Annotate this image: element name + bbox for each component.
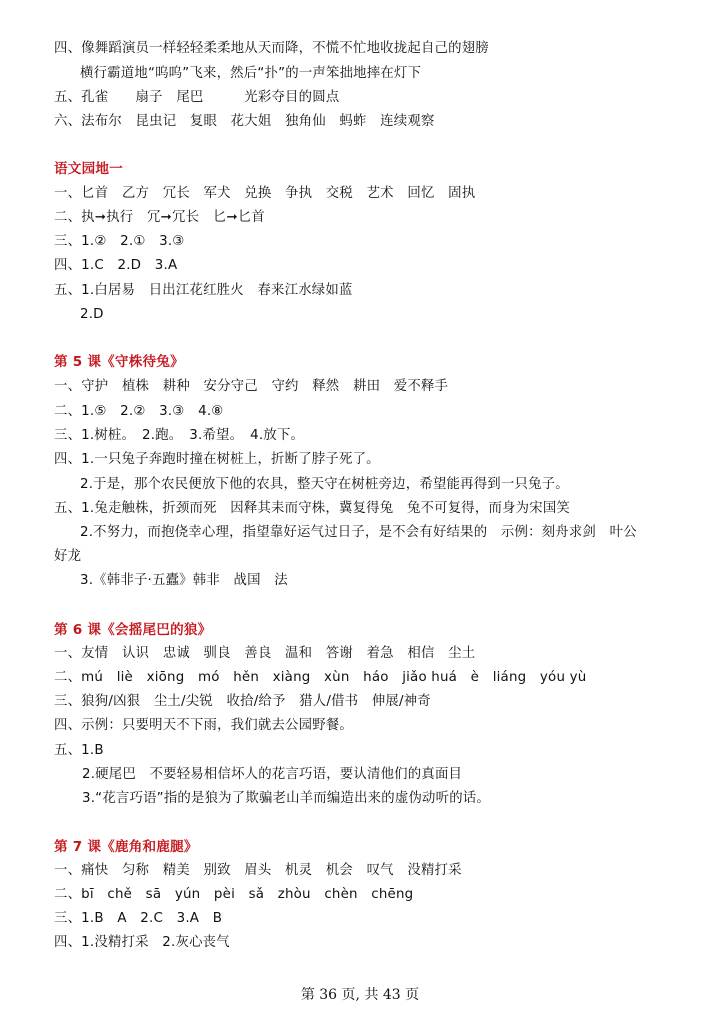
answer-line: 2.硬尾巴 不要轻易相信坏人的花言巧语，要认清他们的真面目 <box>82 767 463 782</box>
answer-line: 四、1.没精打采 2.灰心丧气 <box>54 935 230 950</box>
answer-line: 三、1.树桩。 2.跑。 3.希望。 4.放下。 <box>54 428 305 443</box>
answer-line: 三、1.② 2.① 3.③ <box>54 234 185 249</box>
answer-line: 五、1.兔走触株，折颈而死 因释其耒而守株，冀复得兔 兔不可复得，而身为宋国笑 <box>54 501 571 516</box>
answer-line: 四、像舞蹈演员一样轻轻柔柔地从天而降，不慌不忙地收拢起自己的翅膀 <box>54 41 489 56</box>
answer-line: 三、1.B A 2.C 3.A B <box>54 911 223 926</box>
answer-line: 2.于是，那个农民便放下他的农具，整天守在树桩旁边，希望能再得到一只兔子。 <box>80 477 569 492</box>
answer-line: 2.不努力，而抱侥幸心理，指望靠好运气过日子，是不会有好结果的 示例：刻舟求剑 叶公 <box>80 525 637 540</box>
answer-line: 四、1.一只兔子奔跑时撞在树桩上，折断了脖子死了。 <box>54 452 380 467</box>
answer-line: 一、匕首 乙方 冗长 军犬 兑换 争执 交税 艺术 回忆 固执 <box>54 186 476 201</box>
answer-line: 3.《韩非子·五蠹》韩非 战国 法 <box>80 573 288 588</box>
answer-line: 四、1.C 2.D 3.A <box>54 258 178 273</box>
answer-line: 六、法布尔 昆虫记 复眼 花大姐 独角仙 蚂蚱 连续观察 <box>54 114 435 129</box>
page-footer: 第 36 页, 共 43 页 <box>300 987 420 1003</box>
section-heading: 第 5 课《守株待兔》 <box>54 354 184 370</box>
answer-line: 三、狼狗/凶狠 尘土/尖锐 收拾/给予 猎人/借书 伸展/神奇 <box>54 694 431 709</box>
answer-line: 一、友情 认识 忠诚 驯良 善良 温和 答谢 着急 相信 尘土 <box>54 646 476 661</box>
answer-line: 二、执➞执行 冗➞冗长 匕➞匕首 <box>54 210 265 225</box>
answer-line: 一、守护 植株 耕种 安分守己 守约 释然 耕田 爱不释手 <box>54 379 449 394</box>
answer-line: 二、mú liè xiōng mó hěn xiàng xùn háo jiǎo huá è liáng yóu yù <box>54 670 587 685</box>
section-heading: 第 7 课《鹿角和鹿腿》 <box>54 839 198 855</box>
section-heading: 第 6 课《会摇尾巴的狼》 <box>54 622 212 638</box>
answer-line: 四、示例：只要明天不下雨，我们就去公园野餐。 <box>54 718 353 733</box>
answer-line: 一、痛快 匀称 精美 别致 眉头 机灵 机会 叹气 没精打采 <box>54 863 462 878</box>
answer-line: 3.“花言巧语”指的是狼为了欺骗老山羊而编造出来的虚伪动听的话。 <box>82 791 490 806</box>
answer-line: 2.D <box>80 307 104 322</box>
answer-line: 二、bī chě sā yún pèi sǎ zhòu chèn chēng <box>54 887 414 902</box>
answer-line: 五、1.白居易 日出江花红胜火 春来江水绿如蓝 <box>54 283 353 298</box>
section-heading: 语文园地一 <box>54 161 123 177</box>
answer-line: 好龙 <box>54 549 82 564</box>
answer-line: 二、1.⑤ 2.② 3.③ 4.⑧ <box>54 404 224 419</box>
answer-line: 五、孔雀 扇子 尾巴 光彩夺目的圆点 <box>54 90 340 105</box>
answer-line: 五、1.B <box>54 743 104 758</box>
answer-line: 横行霸道地“呜呜”飞来，然后“扑”的一声笨拙地摔在灯下 <box>80 66 422 81</box>
